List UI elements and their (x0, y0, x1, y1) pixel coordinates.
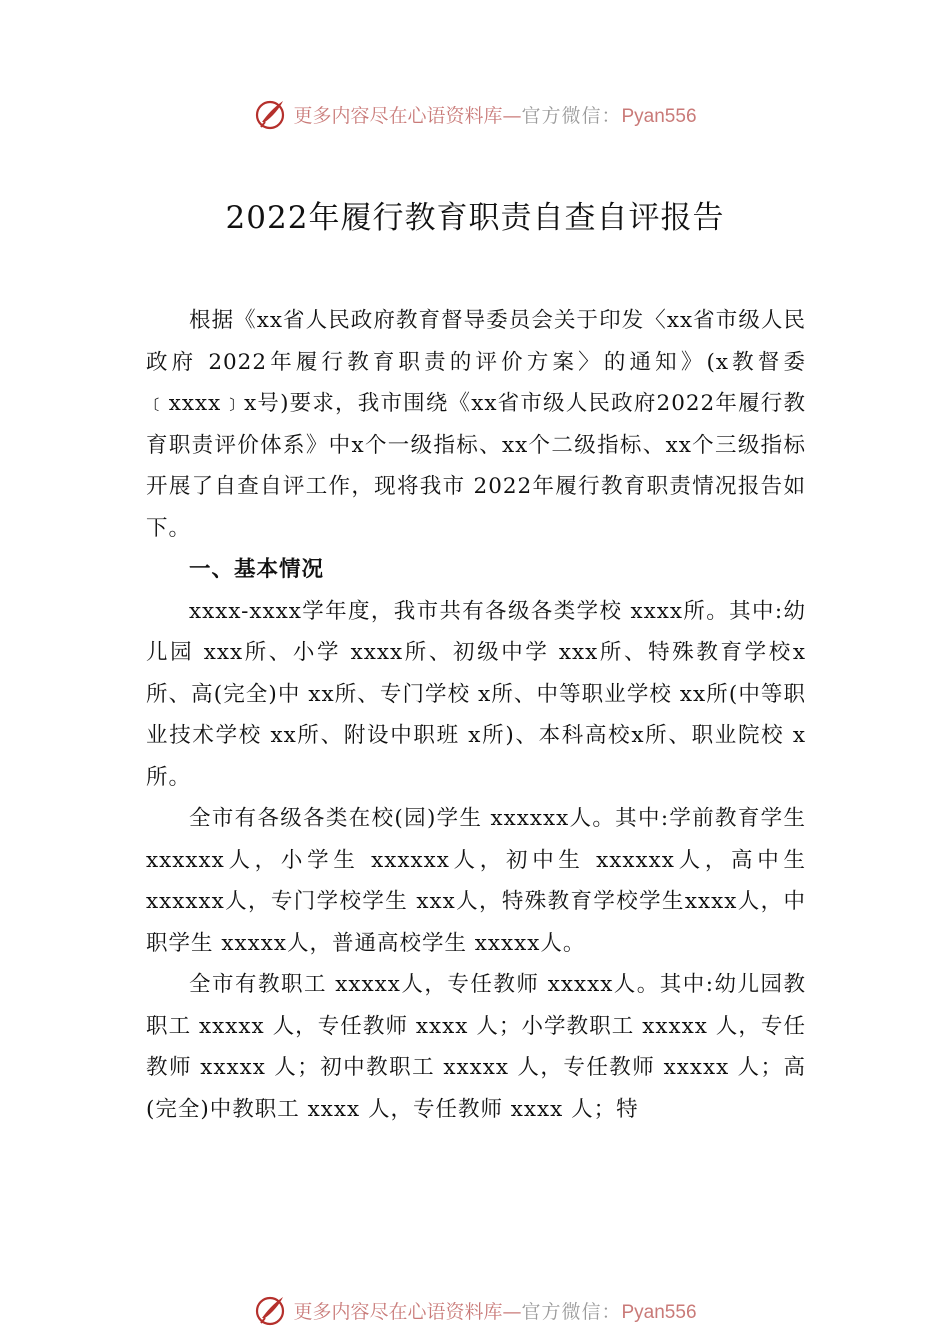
body-paragraph-staff: 全市有教职工 xxxxx人，专任教师 xxxxx人。其中:幼儿园教职工 xxxxx 人，专任教师 xxxx 人；小学教职工 xxxxx 人，专任教师 xxxxx 人；初中教职工 xxxxx 人，专任教师 xxxxx 人；高(完全)中教职工 xxxx 人，专任教师 xxxx 人；特 (146, 972, 806, 1122)
body-paragraph-students: 全市有各级各类在校(园)学生 xxxxxx人。其中:学前教育学生xxxxxx人，小学生 xxxxxx人，初中生 xxxxxx人，高中生 xxxxxx人，专门学校学生 xxx人，特殊教育学校学生xxxx人，中职学生 xxxxx人，普通高校学生 xxxxx人。 (146, 806, 806, 956)
watermark-banner-top (0, 94, 950, 134)
section-heading: 一、基本情况 (189, 557, 325, 582)
quill-logo-icon (253, 97, 287, 131)
watermark-wechat-label: 官方微信： (521, 1300, 622, 1323)
document-body (146, 300, 806, 1130)
watermark-brand: 更多内容尽在心语资料库 (293, 104, 503, 127)
watermark-separator: — (502, 1300, 522, 1323)
watermark-wechat-id: Pyan556 (621, 105, 697, 127)
watermark-text (293, 1297, 696, 1324)
watermark-banner-bottom (0, 1290, 950, 1330)
watermark-wechat-label: 官方微信： (521, 104, 622, 127)
intro-paragraph: 根据《xx省人民政府教育督导委员会关于印发〈xx省市级人民政府 2022年履行教育职责的评价方案〉的通知》(x教督委﹝xxxx﹞x号)要求，我市围绕《xx省市级人民政府2022年履行教育职责评价体系》中x个一级指标、xx个二级指标、xx个三级指标开展了自查自评工作，现将我市 2022年履行教育职责情况报告如下。 (146, 308, 806, 541)
watermark-separator: — (502, 104, 522, 127)
body-paragraph-schools: xxxx-xxxx学年度，我市共有各级各类学校 xxxx所。其中:幼儿园 xxx所、小学 xxxx所、初级中学 xxx所、特殊教育学校x所、高(完全)中 xx所、专门学校 x所、中等职业学校 xx所(中等职业技术学校 xx所、附设中职班 x所)、本科高校x所、职业院校 x所。 (146, 598, 806, 790)
document-title: 2022年履行教育职责自查自评报告 (225, 200, 725, 236)
watermark-text (293, 101, 696, 128)
watermark-brand: 更多内容尽在心语资料库 (293, 1300, 503, 1323)
watermark-wechat-id: Pyan556 (621, 1301, 697, 1323)
quill-logo-icon (253, 1293, 287, 1327)
